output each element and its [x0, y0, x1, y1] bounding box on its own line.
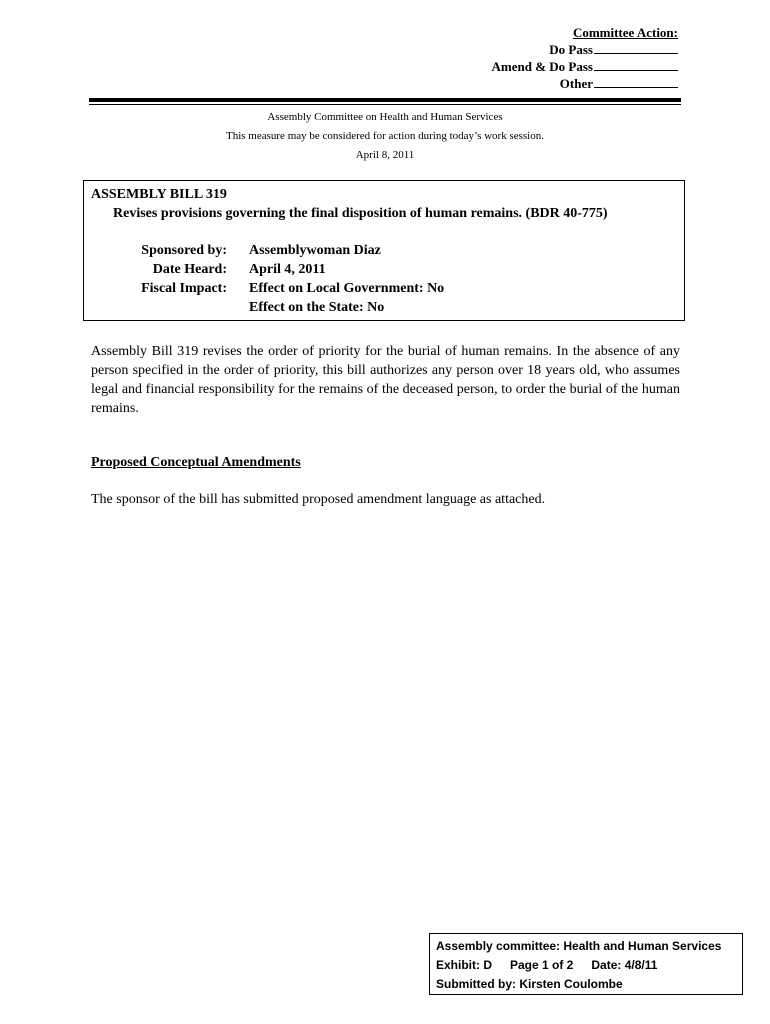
amendments-text: The sponsor of the bill has submitted proposed amendment language as attached.	[91, 492, 546, 507]
work-session-notice: This measure may be considered for action during today’s work session.	[225, 130, 544, 142]
bill-description: Revises provisions governing the final disposition of human remains. (BDR 40-775)	[113, 206, 608, 221]
exhibit-submitted-by: Submitted by: Kirsten Coulombe	[436, 977, 623, 991]
sponsored-label: Sponsored by:	[141, 243, 227, 258]
bill-summary: Assembly Bill 319 revises the order of priority for the burial of human remains. In the absence of any person specified in the order of priority, this bill authorizes any person over 18 years old, who assumes legal and financial responsibility for the remains of the deceased person, to order the burial of the human remains.	[91, 344, 680, 416]
action-other: Other	[378, 75, 678, 92]
bill-info-box	[83, 180, 685, 321]
committee-action-block	[378, 24, 678, 92]
blank-line	[594, 58, 678, 71]
action-do-pass: Do Pass	[378, 41, 678, 58]
committee-action-title: Committee Action:	[572, 25, 678, 40]
action-amend-do-pass: Amend & Do Pass	[378, 58, 678, 75]
exhibit-stamp	[429, 933, 743, 995]
blank-line	[594, 41, 678, 54]
date-heard-label: Date Heard:	[152, 262, 227, 277]
date-heard-value: April 4, 2011	[249, 262, 326, 277]
amendments-heading: Proposed Conceptual Amendments	[91, 455, 301, 470]
exhibit-details	[436, 956, 742, 975]
fiscal-impact-label: Fiscal Impact:	[141, 281, 227, 296]
fiscal-state-value: Effect on the State: No	[249, 300, 385, 315]
header-rule-thin	[89, 104, 681, 105]
session-date: April 8, 2011	[355, 149, 415, 161]
header-rule-thick	[89, 98, 681, 102]
exhibit-committee: Assembly committee: Health and Human Services	[436, 939, 722, 953]
exhibit-date: Date: 4/8/11	[591, 958, 658, 972]
bill-number: ASSEMBLY BILL 319	[91, 187, 227, 202]
exhibit-page: Page 1 of 2	[510, 958, 574, 972]
committee-name: Assembly Committee on Health and Human Services	[267, 111, 503, 123]
exhibit-letter: Exhibit: D	[436, 958, 492, 972]
blank-line	[594, 75, 678, 88]
sponsored-value: Assemblywoman Diaz	[249, 243, 381, 258]
fiscal-local-value: Effect on Local Government: No	[249, 281, 445, 296]
